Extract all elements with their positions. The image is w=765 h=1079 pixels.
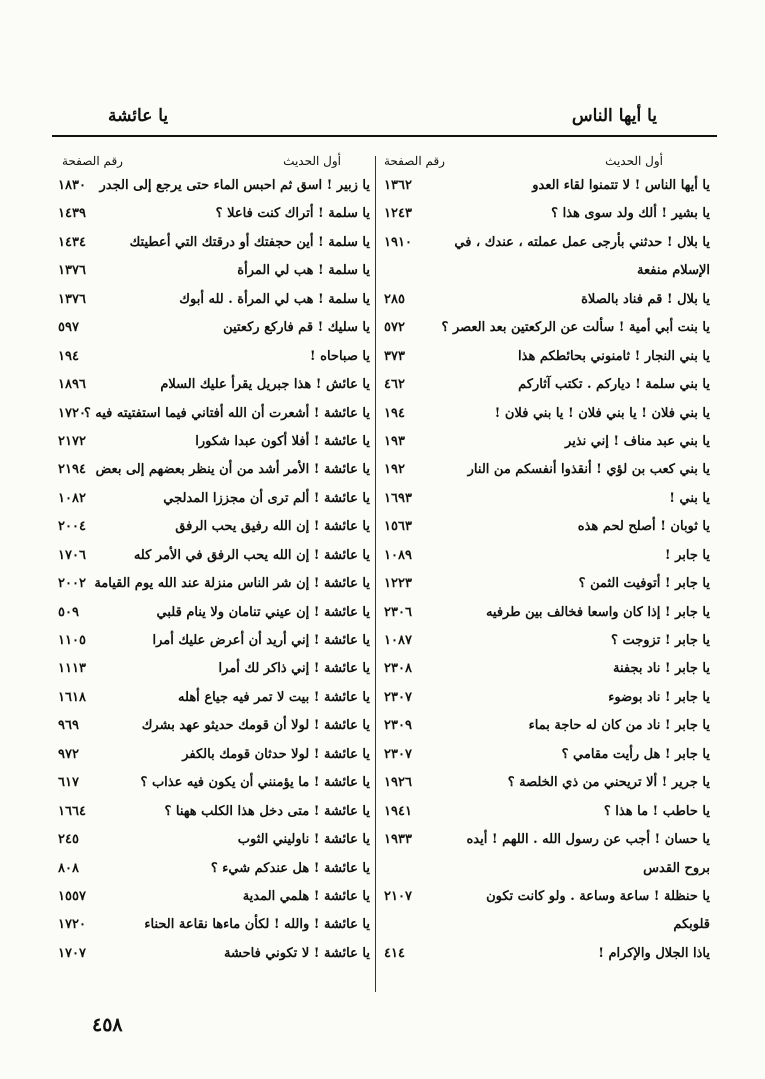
- hadith-opening-text: يا عائشة ! إن عيني تنامان ولا ينام قلبي: [156, 604, 370, 620]
- index-entry: [58, 341, 370, 369]
- page-reference: ١٠٨٩: [384, 547, 412, 563]
- index-entry: [58, 739, 370, 767]
- index-entry: [58, 881, 370, 909]
- hadith-opening-text: بروح القدس: [643, 860, 710, 876]
- hadith-opening-text: يا سلمة ! هب لي المرأة . لله أبوك: [179, 291, 370, 307]
- hadith-opening-text: يا جابر ! ناد بجفنة: [612, 661, 710, 677]
- page-reference: ٢٣٠٧: [384, 689, 412, 705]
- hadith-opening-text: يا عائشة ! إن شر الناس منزلة عند الله يوم القيامة: [94, 576, 370, 592]
- page-reference: ٢٠٠٤: [58, 519, 86, 535]
- index-entry: [384, 170, 710, 198]
- page-reference: ٩٦٩: [58, 718, 79, 734]
- index-entry: [384, 938, 710, 966]
- hadith-opening-text: يا بلال ! حدثني بأرجى عمل عملته ، عندك ، في: [454, 234, 710, 250]
- page-reference: ١٣٧٦: [58, 291, 86, 307]
- index-entry: [384, 398, 710, 426]
- running-header-left: يا عائشة: [108, 106, 169, 126]
- page-reference: ٣٧٣: [384, 348, 405, 364]
- page-reference: ١٩٤١: [384, 803, 412, 819]
- hadith-opening-text: يا عائشة ! والله ! لكأن ماءها نقاعة الحناء: [144, 917, 370, 933]
- page-reference: ١٥٦٣: [384, 519, 412, 535]
- hadith-opening-text: يا أيها الناس ! لا تتمنوا لقاء العدو: [532, 178, 710, 193]
- hadith-opening-text: يا بشير ! ألك ولد سوى هذا ؟: [551, 206, 710, 222]
- index-entry: [58, 767, 370, 795]
- left-column-page-header: رقم الصفحة: [62, 154, 123, 168]
- right-column-hadith-header: أول الحديث: [605, 154, 663, 168]
- hadith-opening-text: يا بني عبد مناف ! إني نذير: [565, 433, 710, 449]
- hadith-opening-text: يا جابر ! إذا كان واسعا فخالف بين طرفيه: [485, 604, 710, 620]
- hadith-opening-text: يا عائشة ! بيت لا تمر فيه جياع أهله: [178, 689, 370, 705]
- index-entry: [58, 454, 370, 482]
- hadith-opening-text: يا صباحاه !: [309, 348, 370, 364]
- page-reference: ١٤٣٤: [58, 234, 86, 250]
- index-entry: [384, 824, 710, 852]
- header-rule: [52, 135, 717, 137]
- index-entry: [58, 540, 370, 568]
- right-index-column: [384, 170, 710, 966]
- index-entry: [58, 653, 370, 681]
- index-entry: [384, 739, 710, 767]
- page-reference: ١٩٢٦: [384, 775, 412, 791]
- index-entry: [384, 426, 710, 454]
- page-reference: ٢٣٠٧: [384, 746, 412, 762]
- hadith-opening-text: يا عائشة ! إن الله يحب الرفق في الأمر كله: [133, 547, 370, 563]
- index-entry: [384, 369, 710, 397]
- page-number: ٤٥٨: [92, 1014, 123, 1036]
- hadith-opening-text: يا عائشة ! متى دخل هذا الكلب ههنا ؟: [164, 803, 370, 819]
- index-entry: [384, 540, 710, 568]
- running-header-right: يا أيها الناس: [571, 106, 657, 126]
- hadith-opening-text: يا جابر ! أتوفيت الثمن ؟: [578, 576, 710, 592]
- index-entry: [58, 255, 370, 283]
- page-reference: ١٩٢: [384, 462, 405, 478]
- page-reference: ٥٧٢: [384, 320, 405, 336]
- page-reference: ١١٠٥: [58, 633, 86, 648]
- index-entry: [384, 710, 710, 738]
- page-reference: ٢٣٠٨: [384, 661, 412, 677]
- left-index-column: [58, 170, 370, 966]
- page-reference: ٤١٤: [384, 945, 405, 961]
- index-entry: [384, 881, 710, 909]
- index-entry: [384, 284, 710, 312]
- index-entry: [58, 568, 370, 596]
- page-reference: ١٨٣٠: [58, 178, 86, 193]
- right-column-page-header: رقم الصفحة: [384, 154, 445, 168]
- page-reference: ١٧٠٧: [58, 945, 86, 961]
- hadith-opening-text: ياذا الجلال والإكرام !: [598, 945, 710, 961]
- column-separator: [375, 156, 376, 992]
- hadith-opening-text: يا عائشة ! إني ذاكر لك أمرا: [218, 661, 370, 677]
- page-reference: ١٠٨٧: [384, 633, 412, 648]
- index-entry: [384, 597, 710, 625]
- page-reference: ١٩٣: [384, 433, 405, 449]
- index-entry: [384, 767, 710, 795]
- hadith-opening-text: يا سلمة ! أين حجفتك أو درقتك التي أعطيتك: [129, 234, 370, 250]
- index-entry: [384, 796, 710, 824]
- index-entry: [58, 312, 370, 340]
- hadith-opening-text: يا ثوبان ! أصلح لحم هذه: [577, 519, 710, 535]
- hadith-opening-text: يا عائشة ! لولا حدثان قومك بالكفر: [182, 746, 370, 762]
- hadith-opening-text: يا بنت أبي أمية ! سألت عن الركعتين بعد العصر ؟: [441, 320, 710, 336]
- index-entry: [58, 170, 370, 198]
- index-entry: [58, 853, 370, 881]
- index-entry: [58, 483, 370, 511]
- index-entry: [384, 625, 710, 653]
- page-reference: ١٨٩٦: [58, 377, 86, 393]
- page-reference: ١٦١٨: [58, 689, 86, 705]
- index-entry: [58, 198, 370, 226]
- page-reference: ١٤٣٩: [58, 206, 86, 222]
- index-entry: [58, 398, 370, 426]
- page-reference: ١٦٩٣: [384, 490, 412, 506]
- hadith-opening-text: قلوبكم: [673, 917, 710, 933]
- index-entry: [58, 682, 370, 710]
- page-reference: ٢٤٥: [58, 832, 79, 848]
- hadith-opening-text: يا بني كعب بن لؤي ! أنقذوا أنفسكم من النار: [467, 462, 710, 478]
- hadith-opening-text: يا عائشة ! أشعرت أن الله أفتاني فيما استفتيته فيه ؟: [83, 405, 370, 421]
- index-entry: [384, 341, 710, 369]
- hadith-opening-text: يا عائشة ! ناوليني الثوب: [237, 832, 370, 848]
- page-reference: ٨٠٨: [58, 860, 79, 876]
- hadith-opening-text: يا بني النجار ! ثامنوني بحائطكم هذا: [518, 348, 710, 364]
- index-entry: [384, 454, 710, 482]
- page-reference: ٦١٧: [58, 775, 79, 791]
- page-reference: ٢٠٠٢: [58, 576, 86, 592]
- index-entry: [58, 938, 370, 966]
- hadith-opening-text: يا عائش ! هذا جبريل يقرأ عليك السلام: [160, 377, 370, 393]
- page-reference: ٢١٠٧: [384, 888, 412, 904]
- page-reference: ٢٣٠٩: [384, 718, 412, 734]
- page-reference: ١٠٨٢: [58, 490, 86, 506]
- hadith-opening-text: يا بني !: [669, 490, 710, 506]
- hadith-opening-text: يا زبير ! اسق ثم احبس الماء حتى يرجع إلى الجدر: [99, 178, 370, 193]
- page-reference: ١٩٣٣: [384, 832, 412, 848]
- page-reference: ١١١٣: [58, 661, 86, 677]
- hadith-opening-text: الإسلام منفعة: [637, 263, 710, 279]
- hadith-opening-text: يا عائشة ! الأمر أشد من أن ينظر بعضهم إلى بعض: [95, 462, 370, 478]
- index-entry: [384, 653, 710, 681]
- hadith-opening-text: يا حاطب ! ما هذا ؟: [603, 803, 710, 819]
- hadith-opening-text: يا جرير ! ألا تريحني من ذي الخلصة ؟: [507, 775, 710, 791]
- hadith-opening-text: يا سلمة ! هب لي المرأة: [237, 263, 370, 279]
- hadith-opening-text: يا عائشة ! لا تكوني فاحشة: [224, 945, 370, 961]
- page-reference: ٩٧٢: [58, 746, 79, 762]
- index-entry: [384, 198, 710, 226]
- hadith-opening-text: يا حنظلة ! ساعة وساعة . ولو كانت تكون: [486, 888, 710, 904]
- hadith-opening-text: يا بني فلان ! يا بني فلان ! يا بني فلان !: [494, 405, 710, 421]
- left-column-hadith-header: أول الحديث: [283, 154, 341, 168]
- hadith-opening-text: يا عائشة ! هل عندكم شيء ؟: [210, 860, 370, 876]
- index-entry: [58, 625, 370, 653]
- page-reference: ١٧٠٦: [58, 547, 86, 563]
- hadith-opening-text: يا عائشة ! أفلا أكون عبدا شكورا: [195, 433, 370, 449]
- index-entry: [384, 483, 710, 511]
- hadith-opening-text: يا جابر !: [664, 547, 710, 563]
- hadith-opening-text: يا سليك ! قم فاركع ركعتين: [223, 320, 370, 336]
- page-reference: ١٢٢٣: [384, 576, 412, 592]
- hadith-opening-text: يا جابر ! تزوجت ؟: [611, 633, 710, 648]
- index-entry: [58, 369, 370, 397]
- index-entry: [58, 426, 370, 454]
- page-reference: ١٧٢٠: [58, 917, 86, 933]
- page-reference: ١٩١٠: [384, 234, 412, 250]
- page-reference: ٢٨٥: [384, 291, 405, 307]
- hadith-opening-text: يا عائشة ! لولا أن قومك حديثو عهد بشرك: [141, 718, 370, 734]
- index-entry: [58, 710, 370, 738]
- hadith-opening-text: يا سلمة ! أتراك كنت فاعلا ؟: [215, 206, 370, 222]
- index-entry: [58, 597, 370, 625]
- page-reference: ١٦٦٤: [58, 803, 86, 819]
- page-reference: ٢١٩٤: [58, 462, 86, 478]
- page-reference: ٥٩٧: [58, 320, 79, 336]
- index-entry: [384, 568, 710, 596]
- index-entry: [58, 909, 370, 937]
- index-entry: [58, 796, 370, 824]
- hadith-opening-text: يا بلال ! قم فناد بالصلاة: [581, 291, 710, 307]
- index-entry: [58, 284, 370, 312]
- index-entry: [384, 682, 710, 710]
- page-reference: ٢٣٠٦: [384, 604, 412, 620]
- page-reference: ١٧٢٠: [58, 405, 86, 421]
- hadith-opening-text: يا جابر ! ناد بوضوء: [608, 689, 710, 705]
- index-entry: [384, 511, 710, 539]
- page-reference: ٥٠٩: [58, 604, 79, 620]
- hadith-opening-text: يا حسان ! أجب عن رسول الله . اللهم ! أيده: [466, 832, 710, 848]
- hadith-opening-text: يا جابر ! ناد من كان له حاجة بماء: [528, 718, 710, 734]
- index-entry: [58, 227, 370, 255]
- index-entry: [58, 824, 370, 852]
- page-reference: ١٩٤: [58, 348, 79, 364]
- hadith-opening-text: يا عائشة ! ما يؤمنني أن يكون فيه عذاب ؟: [140, 775, 370, 791]
- page-reference: ٤٦٢: [384, 377, 405, 393]
- hadith-opening-text: يا عائشة ! هلمي المدية: [242, 888, 370, 904]
- page-reference: ١٣٧٦: [58, 263, 86, 279]
- page-reference: ٢١٧٢: [58, 433, 86, 449]
- hadith-opening-text: يا بني سلمة ! دياركم . تكتب آثاركم: [518, 377, 710, 393]
- hadith-opening-text: يا عائشة ! إني أريد أن أعرض عليك أمرا: [152, 633, 370, 648]
- page-reference: ١٥٥٧: [58, 888, 86, 904]
- index-entry: [384, 255, 710, 283]
- hadith-opening-text: يا جابر ! هل رأيت مقامي ؟: [561, 746, 710, 762]
- page-reference: ١٣٦٢: [384, 178, 412, 193]
- page-reference: ١٩٤: [384, 405, 405, 421]
- hadith-opening-text: يا عائشة ! إن الله رفيق يحب الرفق: [175, 519, 370, 535]
- index-entry: [384, 853, 710, 881]
- page-reference: ١٢٤٣: [384, 206, 412, 222]
- index-entry: [384, 227, 710, 255]
- index-entry: [58, 511, 370, 539]
- hadith-opening-text: يا عائشة ! ألم ترى أن مجززا المدلجي: [163, 490, 370, 506]
- index-entry: [384, 909, 710, 937]
- index-entry: [384, 312, 710, 340]
